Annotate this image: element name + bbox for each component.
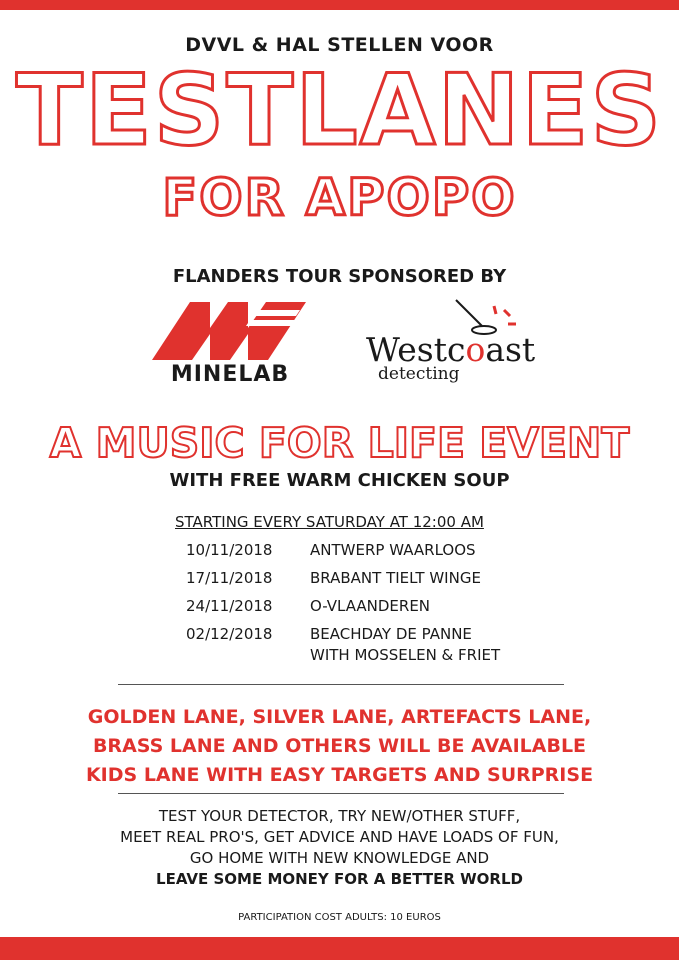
info-line: TEST YOUR DETECTOR, TRY NEW/OTHER STUFF, (158, 807, 521, 825)
schedule-row (186, 541, 476, 559)
schedule-date: 17/11/2018 (186, 569, 273, 587)
schedule-date: 02/12/2018 (186, 625, 273, 643)
schedule-place: ANTWERP WAARLOOS (310, 541, 476, 559)
schedule-row (186, 597, 430, 615)
lanes-line: KIDS LANE WITH EASY TARGETS AND SURPRISE (85, 764, 594, 786)
schedule-row (186, 625, 472, 643)
divider (118, 684, 564, 685)
minelab-wordmark: MINELAB (170, 362, 290, 387)
schedule-date: 24/11/2018 (186, 597, 273, 615)
info-line-bold: LEAVE SOME MONEY FOR A BETTER WORLD (156, 870, 523, 888)
event-subtitle: WITH FREE WARM CHICKEN SOUP (169, 470, 510, 491)
schedule-row (186, 569, 481, 587)
event-title: A MUSIC FOR LIFE EVENT (49, 419, 630, 467)
lanes-line: BRASS LANE AND OTHERS WILL BE AVAILABLE (92, 735, 587, 757)
schedule-heading: STARTING EVERY SATURDAY AT 12:00 AM (175, 513, 484, 531)
westcoast-o-icon: o (465, 330, 486, 369)
minelab-logo (150, 300, 310, 390)
westcoast-logo (360, 298, 560, 388)
schedule-place: O-VLAANDEREN (310, 597, 431, 615)
schedule-extra: WITH MOSSELEN & FRIET (310, 646, 501, 664)
schedule-date: 10/11/2018 (186, 541, 273, 559)
schedule-place: BEACHDAY DE PANNE (310, 625, 472, 643)
westcoast-sub: detecting (378, 364, 460, 384)
divider (118, 793, 564, 794)
lanes-line: GOLDEN LANE, SILVER LANE, ARTEFACTS LANE, (87, 706, 592, 728)
kicker-text: DVVL & HAL STELLEN VOOR (185, 34, 494, 56)
info-block (0, 806, 679, 890)
lanes-block (0, 703, 679, 790)
schedule-place: BRABANT TIELT WINGE (310, 569, 481, 587)
main-title: TESTLANES (15, 54, 664, 168)
info-line: MEET REAL PRO'S, GET ADVICE AND HAVE LOADS OF FUN, (120, 828, 559, 846)
top-red-bar (0, 0, 679, 10)
westcoast-word-part-b: ast (485, 330, 536, 369)
westcoast-word-part-a: Westc (366, 330, 466, 369)
info-line: GO HOME WITH NEW KNOWLEDGE AND (189, 849, 490, 867)
minelab-mark-icon (150, 300, 310, 362)
participation-cost: PARTICIPATION COST ADULTS: 10 EUROS (238, 912, 441, 923)
sponsored-heading: FLANDERS TOUR SPONSORED BY (172, 266, 507, 287)
main-subtitle: FOR APOPO (162, 169, 517, 228)
bottom-red-bar (0, 937, 679, 960)
